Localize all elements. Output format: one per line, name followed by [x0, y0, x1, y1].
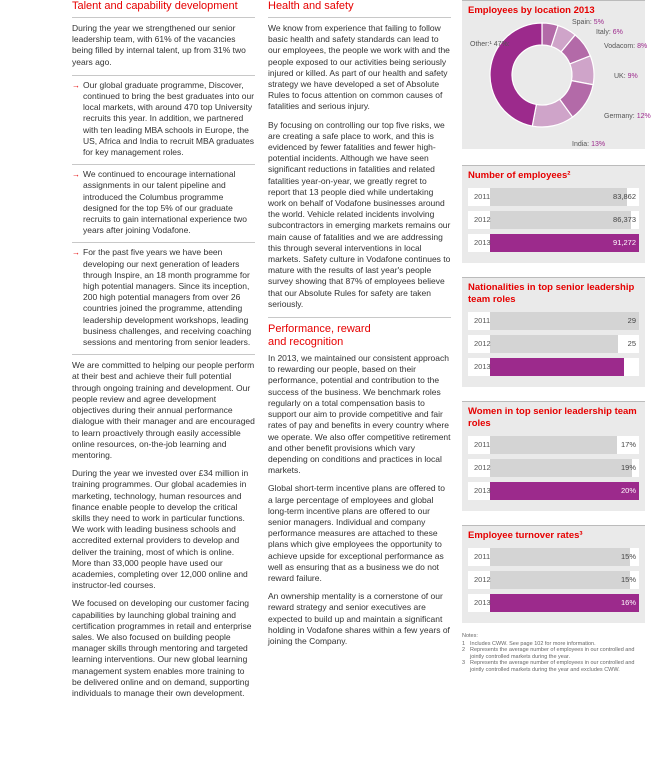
- bar: [490, 436, 617, 454]
- chart-panel-women: [462, 401, 645, 511]
- column-charts: [462, 0, 651, 674]
- bar: [490, 358, 624, 376]
- bullet-text: Our global graduate programme, Discover, continued to bring the best graduates into our local markets, with around 470 top University recruits this year. In addition, we partnered with ten leading MBA schools in Europe, the US, Africa and India to recruit MBA graduates for key management roles.: [83, 79, 255, 158]
- bar-category-label: 2012: [474, 575, 491, 584]
- bar-row: [468, 571, 639, 589]
- bar-category-label: 2012: [474, 339, 491, 348]
- bar-category-label: 2013: [474, 598, 491, 607]
- bar-category-label: 2011: [474, 440, 491, 449]
- divider: [268, 17, 451, 18]
- bar: [490, 335, 618, 353]
- bar-value-label: 16%: [620, 598, 636, 607]
- notes-heading: Notes:: [462, 633, 478, 639]
- paragraph: An ownership mentality is a cornerstone of our reward strategy and senior executives are expected to build up and maintain a significant holding in Vodafone shares within a few years of joining the Company.: [268, 591, 450, 646]
- bar-value-label: 91,272: [613, 238, 636, 247]
- paragraph: We know from experience that failing to follow basic health and safety standards can lead to our employees, the people we work with and the people exposed to our activities being seriously injured or killed. As part of our health and safety strategy we have developed a set of Absolute Rules to focus attention on common causes of fatalities and serious injury.: [268, 23, 450, 112]
- bar-row: [468, 335, 639, 353]
- chart-panel-location: [462, 0, 651, 149]
- chart-title: Women in top senior leadership team roles: [468, 406, 637, 429]
- bar-value-label: 20%: [620, 486, 636, 495]
- donut-label: UK: 9%: [614, 73, 638, 80]
- section-heading-health-safety: Health and safety: [268, 0, 354, 12]
- bar-row: [468, 312, 639, 330]
- donut-slice-other: [490, 23, 542, 126]
- bar-value-label: 86,373: [613, 215, 636, 224]
- bullet-item: [72, 75, 255, 158]
- chart-panel-nationalities: [462, 277, 645, 387]
- chart-title: Employee turnover rates³: [468, 530, 583, 541]
- bar-category-label: 2013: [474, 238, 491, 247]
- donut-label: Vodacom: 8%: [604, 43, 648, 50]
- bar-value-label: 29: [627, 316, 636, 325]
- chart-panel-employees: [462, 165, 645, 263]
- divider: [72, 354, 255, 355]
- footnote: [462, 647, 645, 660]
- bar-value-label: 17%: [620, 440, 636, 449]
- footnote-number: 2: [462, 647, 466, 654]
- bar-category-label: 2011: [474, 552, 491, 561]
- bar-category-label: 2012: [474, 463, 491, 472]
- bullet-item: [72, 164, 255, 236]
- bar-chart: [462, 542, 645, 623]
- footnotes: [462, 633, 645, 674]
- bar-value-label: 15%: [620, 552, 636, 561]
- bar-row: [468, 358, 639, 376]
- bar-chart: [462, 430, 645, 511]
- bullet-text: For the past five years we have been developing our next generation of leaders through Inspire, an 18 month programme for high potential managers. Since its inception, 200 high potential managers from over 26 countries joined the programme, attending leadership development workshops, leading business challenges, and receiving coaching sessions and mentoring from senior leaders.: [83, 247, 252, 348]
- bar: [490, 211, 631, 229]
- paragraph: During the year we strengthened our senior leadership team, with 61% of the vacancies being filled by internal talent, up from 31% two years ago.: [72, 23, 246, 67]
- bar: [490, 571, 630, 589]
- paragraph: During the year we invested over £34 million in training programmes. Our global academies in marketing, technology, human resources and finance enable people to develop the critical skills they need to work in particular functions. We work with leading business schools and accredited external providers to develop and deliver the training, most of which is online. More than 33,000 people have used our academies, completing over 12,000 online and instructor-led courses.: [72, 468, 249, 591]
- bar-row: [468, 594, 639, 612]
- bar: [490, 594, 639, 612]
- bar-category-label: 2012: [474, 215, 491, 224]
- footnote-text: Represents the average number of employees in our controlled and jointly controlled markets during the year.: [470, 647, 635, 660]
- bar-row: [468, 188, 639, 206]
- section-heading-talent: Talent and capability development: [72, 0, 238, 12]
- donut-label: India: 13%: [572, 141, 606, 148]
- bar-row: [468, 211, 639, 229]
- chart-title: Employees by location 2013: [468, 5, 595, 16]
- footnote-number: 1: [462, 640, 466, 647]
- divider: [72, 17, 255, 18]
- footnote-number: 3: [462, 660, 466, 667]
- bar-value-label: 19%: [620, 463, 636, 472]
- bar-value-label: 26: [627, 362, 636, 371]
- paragraph: We focused on developing our customer facing capabilities by launching global training and certification programmes in retail and enterprise sales. We also focused on building people manager skills through mentoring and targeted learning interventions. Our new global learning management system enables more training to be delivered online and on demand, supporting individuals to manage their own development.: [72, 598, 252, 698]
- footnote: [462, 660, 645, 673]
- paragraph: Global short-term incentive plans are offered to a large percentage of employees and global long-term incentive plans are offered to our senior managers. Individual and company performance measures are attached to these plans which give employees the opportunity to achieve upside for exceptional performance as well as ensuring that as a business we do not reward failure.: [268, 483, 446, 583]
- column-health-reward: [268, 0, 451, 654]
- arrow-icon: →: [72, 80, 80, 90]
- arrow-icon: →: [72, 248, 80, 258]
- paragraph: By focusing on controlling our top five risks, we are creating a safe place to work, and this is evidenced by fewer fatalities and fewer high-potential incidents. Although we have seen significant reductions in fatalities and related fatalities year-on-year, we greatly regret to report that 13 people died while undertaking work on behalf of Vodafone businesses around the world. Vehicle related incidents involving subcontractors in emerging markets remains our main cause of fatalities and we are addressing this through several interventions in local markets. Safety culture in Vodafone continues to mature with the results of last year's people survey showing that 87% of employees believe that our Absolute Rules for safety are taken seriously.: [268, 119, 451, 309]
- bar-value-label: 83,862: [613, 192, 636, 201]
- bar: [490, 188, 627, 206]
- bullet-text: We continued to encourage international assignments in our talent pipeline and introduced the Columbus programme designed for the top 5% of our graduate recruits to gain international experience two years after joining Vodafone.: [83, 169, 247, 236]
- bar-chart: [462, 182, 645, 263]
- donut-label: Italy: 6%: [596, 29, 623, 36]
- bar-value-label: 15%: [620, 575, 636, 584]
- bar-row: [468, 234, 639, 252]
- bar: [490, 548, 630, 566]
- donut-label: Spain: 5%: [572, 19, 604, 26]
- bar-chart: [462, 306, 645, 387]
- bar: [490, 312, 639, 330]
- footnote-text: Represents the average number of employees in our controlled and jointly controlled markets during the year and excludes CWW.: [470, 660, 635, 673]
- paragraph: In 2013, we maintained our consistent approach to rewarding our people, based on their performance, potential and contribution to the success of the business. We benchmark roles regularly on a total compensation basis to support our aim to provide competitive and fair rates of pay and benefits in every country where we operate. We also offer competitive retirement and other benefit provisions which vary depending on conditions and practices in local markets.: [268, 353, 451, 476]
- bar-category-label: 2011: [474, 316, 491, 325]
- bar-category-label: 2013: [474, 486, 491, 495]
- bar-row: [468, 548, 639, 566]
- footnote-text: Includes CWW. See page 102 for more information.: [470, 640, 596, 647]
- donut-label: Other:¹ 47%:: [470, 41, 510, 48]
- donut-label: Germany: 12%: [604, 113, 651, 120]
- bar: [490, 482, 639, 500]
- bar-row: [468, 482, 639, 500]
- chart-title: Nationalities in top senior leadership team roles: [468, 282, 635, 305]
- chart-title: Number of employees²: [468, 170, 571, 181]
- paragraph: We are committed to helping our people perform at their best and achieve their full potential through ongoing training and development. Our people review and agree development objectives during their annual performance dialogue with their manager and are encouraged to learn proactively through easily accessible online resources, on-the-job learning and mentoring.: [72, 360, 255, 460]
- bar-value-label: 25: [627, 339, 636, 348]
- bar-row: [468, 436, 639, 454]
- bar-row: [468, 459, 639, 477]
- section-heading-performance: Performance, reward and recognition: [268, 323, 371, 349]
- arrow-icon: →: [72, 170, 80, 180]
- footnote: [462, 641, 645, 648]
- bar: [490, 459, 632, 477]
- chart-panel-turnover: [462, 525, 645, 623]
- bullet-item: [72, 242, 255, 348]
- bullet-list: [72, 75, 255, 348]
- column-talent: [72, 0, 255, 706]
- bar-category-label: 2011: [474, 192, 491, 201]
- bar-category-label: 2013: [474, 362, 491, 371]
- divider: [268, 317, 451, 318]
